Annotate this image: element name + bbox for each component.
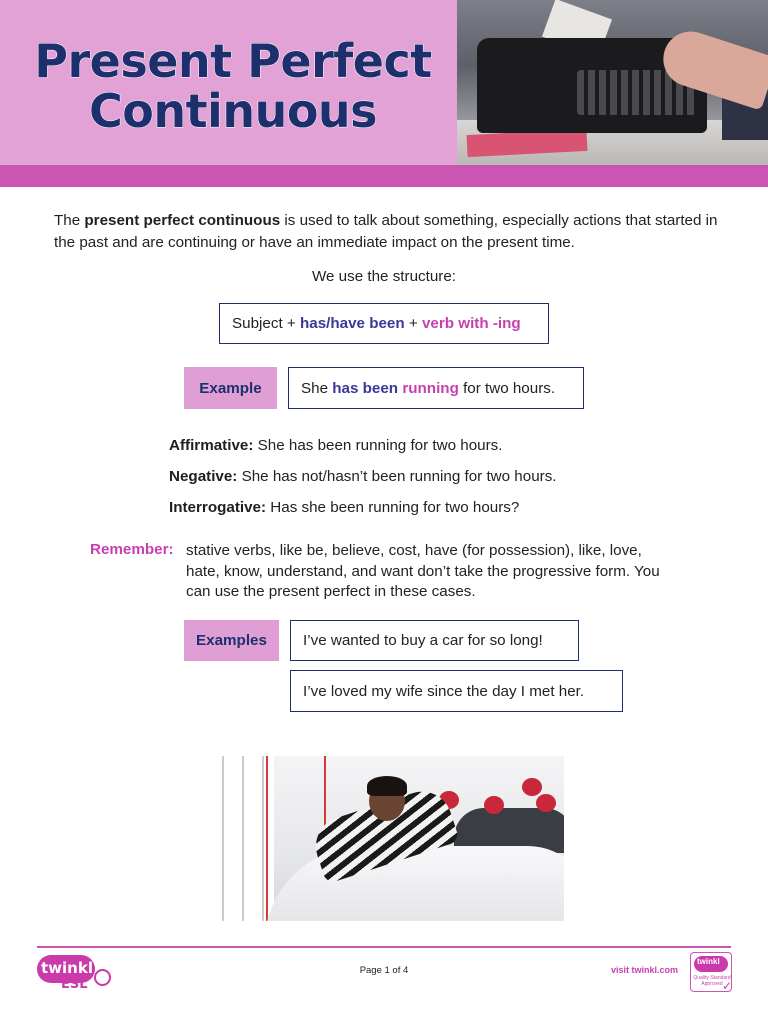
woman-hugging-car-photo: [204, 756, 564, 921]
interrogative-label: Interrogative:: [169, 499, 267, 516]
photo-white-car: [264, 846, 564, 921]
title-line-2: Continuous: [88, 84, 378, 138]
examples-tag: Examples: [184, 620, 279, 661]
typewriter-photo: [457, 0, 768, 165]
example-item-2: I’ve loved my wife since the day I met her.: [290, 670, 623, 712]
negative-label: Negative:: [169, 468, 238, 485]
formula-aux: has/have been: [299, 315, 405, 332]
photo-window: [204, 756, 274, 921]
intro-bold: present perfect continuous: [84, 212, 281, 229]
photo-hair: [367, 776, 407, 796]
remember-text: stative verbs, like be, believe, cost, have (for possession), like, love, hate, know, understand, and want don’t take the progressive form. You can use the present perfect in these cases.: [186, 542, 660, 600]
intro-after: is used to talk about something, especially actions that started in the past and are continuing or have an immediate impact on the present time.: [54, 212, 718, 251]
example-item-1: I’ve wanted to buy a car for so long!: [290, 620, 579, 661]
check-icon: ✓: [722, 979, 733, 993]
example-tag: Example: [184, 367, 277, 409]
example-box: [288, 367, 584, 409]
intro-paragraph: [54, 210, 724, 254]
sentence-negative: [169, 468, 557, 499]
visit-link[interactable]: visit twinkl.com: [611, 965, 679, 975]
photo-balloon: [536, 794, 556, 812]
quality-badge: [690, 952, 732, 992]
structure-label: We use the structure:: [311, 268, 457, 285]
logo-sub: ESL: [61, 977, 88, 992]
sentence-affirmative: [169, 437, 557, 468]
remember-label: Remember:: [90, 541, 174, 558]
structure-formula-box: [219, 303, 549, 344]
badge-sub: Quality Standard Approved: [693, 975, 731, 987]
sentence-forms: [169, 437, 557, 530]
badge-text: twinkl: [697, 957, 720, 966]
affirmative-text: She has been running for two hours.: [253, 437, 503, 454]
example-aux: has been: [332, 379, 399, 397]
photo-balloon: [484, 796, 504, 814]
formula-subject: Subject +: [232, 315, 300, 332]
title-line-1: Present Perfect: [34, 34, 432, 88]
example-end: for two hours.: [458, 379, 556, 397]
footer-divider: [37, 946, 731, 948]
intro-before: The: [54, 212, 85, 229]
photo-balloon: [522, 778, 542, 796]
example-verb: running: [402, 379, 459, 397]
header-band: [0, 165, 768, 187]
page-number: Page 1 of 4: [359, 965, 409, 976]
formula-verb: verb with -ing: [421, 315, 521, 332]
logo-text: twinkl: [41, 959, 93, 977]
example-start: She: [301, 379, 333, 397]
negative-text: She has not/hasn’t been running for two hours.: [237, 468, 557, 485]
formula-plus: +: [404, 315, 422, 332]
sentence-interrogative: [169, 499, 557, 530]
photo-red-line: [266, 756, 268, 921]
interrogative-text: Has she been running for two hours?: [266, 499, 520, 516]
header-banner: [0, 0, 768, 187]
affirmative-label: Affirmative:: [169, 437, 254, 454]
page-title: [10, 36, 456, 136]
